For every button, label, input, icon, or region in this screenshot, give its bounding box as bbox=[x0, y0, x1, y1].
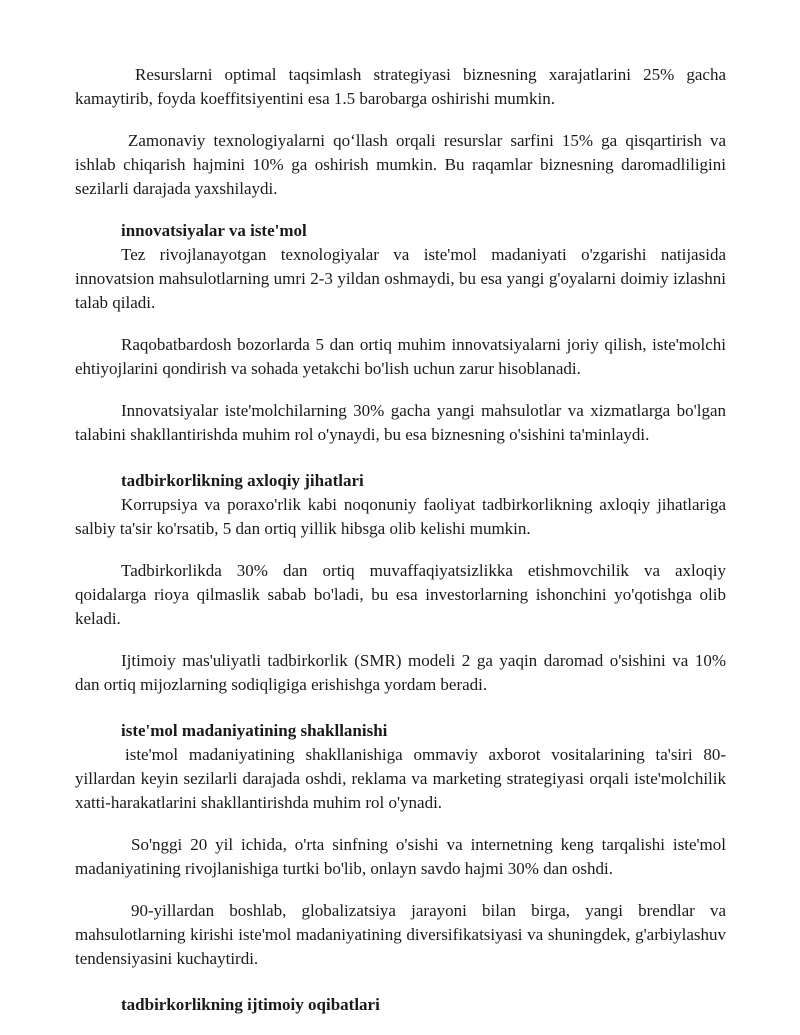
section-consumer-culture bbox=[75, 719, 726, 971]
section-paragraph: Tadbirkorlikda 30% dan ortiq muvaffaqiyatsizlikka etishmovchilik va axloqiy qoidalarga rioya qilmaslik sabab bo'ladi, bu esa investorlarning ishonchini yo'qotishga olib keladi. bbox=[75, 561, 726, 628]
section-paragraph: Innovatsiyalar iste'molchilarning 30% gacha yangi mahsulotlar va xizmatlarga bo'lgan talabini shakllantirishda muhim rol o'ynaydi, bu esa biznesning o'sishini ta'minlaydi. bbox=[75, 401, 726, 444]
section-heading: tadbirkorlikning axloqiy jihatlari bbox=[121, 471, 364, 490]
intro-paragraph-1: Resurslarni optimal taqsimlash strategiyasi biznesning xarajatlarini 25% gacha kamaytirib, foyda koeffitsiyentini esa 1.5 barobarga oshirishi mumkin. bbox=[75, 65, 726, 108]
section-ethics bbox=[75, 469, 726, 697]
section-social-consequences bbox=[75, 993, 726, 1017]
section-paragraph: Korrupsiya va poraxo'rlik kabi noqonuniy faoliyat tadbirkorlikning axloqiy jihatlariga salbiy ta'sir ko'rsatib, 5 dan ortiq yillik hibsga olib kelishi mumkin. bbox=[75, 495, 726, 538]
section-paragraph: So'nggi 20 yil ichida, o'rta sinfning o'sishi va internetning keng tarqalishi iste'mol madaniyatining rivojlanishiga turtki bo'lib, onlayn savdo hajmi 30% dan oshdi. bbox=[75, 835, 726, 878]
section-paragraph: Tez rivojlanayotgan texnologiyalar va iste'mol madaniyati o'zgarishi natijasida innovatsion mahsulotlarning umri 2-3 yildan oshmaydi, bu esa yangi g'oyalarni doimiy izlashni talab qiladi. bbox=[75, 245, 726, 312]
intro-paragraph-2: Zamonaviy texnologiyalarni qo‘llash orqali resurslar sarfini 15% ga qisqartirish va ishlab chiqarish hajmini 10% ga oshirish mumkin. Bu raqamlar biznesning daromadliligini sezilarli darajada yaxshilaydi. bbox=[75, 131, 726, 198]
section-paragraph: Raqobatbardosh bozorlarda 5 dan ortiq muhim innovatsiyalarni joriy qilish, iste'molchi ehtiyojlarini qondirish va sohada yetakchi bo'lish uchun zarur hisoblanadi. bbox=[75, 335, 726, 378]
section-heading: innovatsiyalar va iste'mol bbox=[121, 221, 307, 240]
document-page bbox=[75, 63, 726, 1017]
section-heading: iste'mol madaniyatining shakllanishi bbox=[121, 721, 388, 740]
section-paragraph: 90-yillardan boshlab, globalizatsiya jarayoni bilan birga, yangi brendlar va mahsulotlarning kirishi iste'mol madaniyatining diversifikatsiyasi va shuningdek, g'arbiylashuv tendensiyasini kuchaytirdi. bbox=[75, 901, 726, 968]
section-paragraph: Ijtimoiy mas'uliyatli tadbirkorlik (SMR) modeli 2 ga yaqin daromad o'sishini va 10% dan ortiq mijozlarning sodiqligiga erishishga yordam beradi. bbox=[75, 651, 726, 694]
section-paragraph: iste'mol madaniyatining shakllanishiga ommaviy axborot vositalarining ta'siri 80-yillardan keyin sezilarli darajada oshdi, reklama va marketing strategiyasi orqali iste'molchilik xatti-harakatlarini shakllantirishda muhim rol o'ynadi. bbox=[75, 745, 726, 812]
section-heading: tadbirkorlikning ijtimoiy oqibatlari bbox=[121, 995, 380, 1014]
section-innovations bbox=[75, 219, 726, 447]
